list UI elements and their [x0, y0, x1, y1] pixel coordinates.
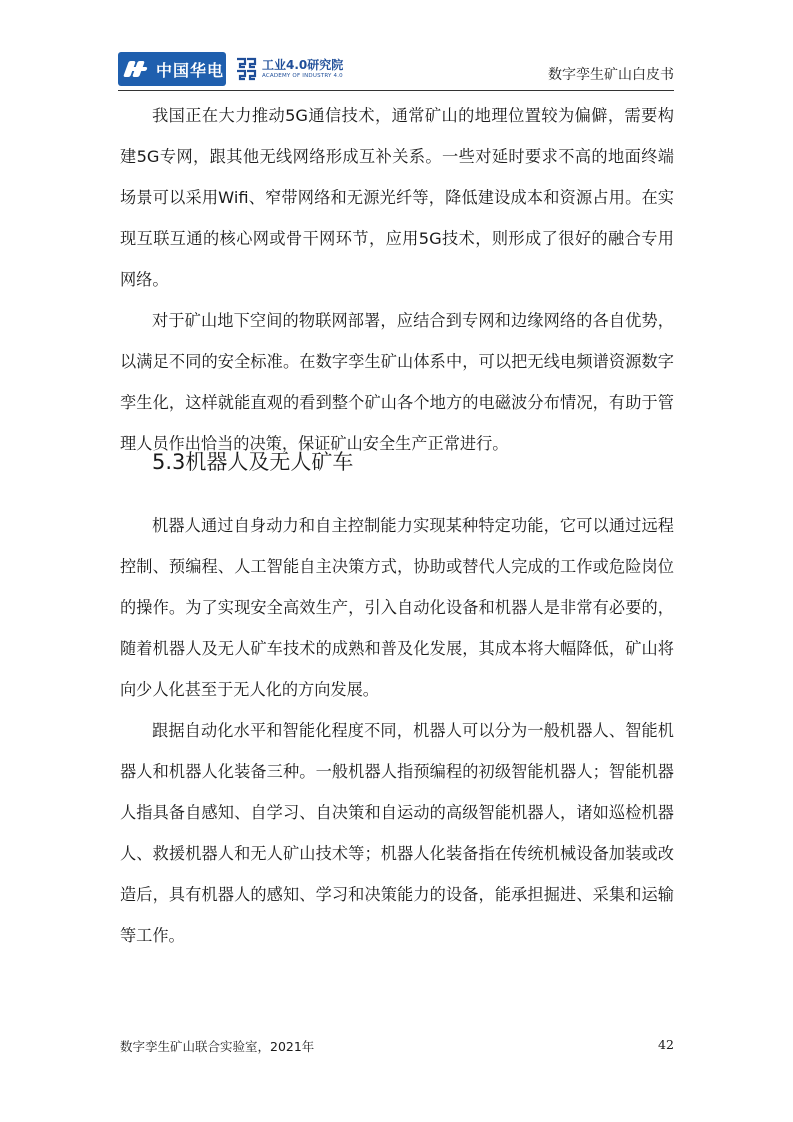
section-body-2 [120, 505, 674, 956]
header-divider [118, 90, 674, 91]
section-body-1 [120, 95, 674, 464]
academy-mark-icon [234, 56, 258, 82]
footer-organization: 数字孪生矿山联合实验室，2021年 [120, 1039, 315, 1054]
huadian-logo [118, 52, 226, 86]
paragraph: 机器人通过自身动力和自主控制能力实现某种特定功能，它可以通过远程控制、预编程、人工智能自主决策方式，协助或替代人完成的工作或危险岗位的操作。为了实现安全高效生产，引入自动化设备和机器人是非常有必要的，随着机器人及无人矿车技术的成熟和普及化发展，其成本将大幅降低，矿山将向少人化甚至于无人化的方向发展。 [120, 516, 674, 699]
huadian-logo-text: 中国华电 [156, 60, 225, 80]
academy-logo-subtext: ACADEMY OF INDUSTRY 4.0 [262, 73, 343, 79]
huadian-mark-icon [124, 58, 150, 80]
paragraph: 对于矿山地下空间的物联网部署，应结合到专网和边缘网络的各自优势，以满足不同的安全标准。在数字孪生矿山体系中，可以把无线电频谱资源数字孪生化，这样就能直观的看到整个矿山各个地方的电磁波分布情况，有助于管理人员作出恰当的决策，保证矿山安全生产正常进行。 [120, 311, 674, 453]
academy-logo [234, 54, 344, 86]
section-heading: 5.3机器人及无人矿车 [152, 450, 354, 474]
document-title: 数字孪生矿山白皮书 [548, 67, 674, 83]
page-number: 42 [658, 1037, 674, 1052]
paragraph: 跟据自动化水平和智能化程度不同，机器人可以分为一般机器人、智能机器人和机器人化装备三种。一般机器人指预编程的初级智能机器人；智能机器人指具备自感知、自学习、自决策和自运动的高级智能机器人，诸如巡检机器人、救援机器人和无人矿山技术等；机器人化装备指在传统机械设备加装或改造后，具有机器人的感知、学习和决策能力的设备，能承担掘进、采集和运输等工作。 [120, 721, 674, 945]
page-header [118, 52, 674, 90]
academy-logo-text: 工业4.0研究院 [262, 58, 344, 72]
paragraph: 我国正在大力推动5G通信技术，通常矿山的地理位置较为偏僻，需要构建5G专网，跟其他无线网络形成互补关系。一些对延时要求不高的地面终端场景可以采用Wifi、窄带网络和无源光纤等，降低建设成本和资源占用。在实现互联互通的核心网或骨干网环节，应用5G技术，则形成了很好的融合专用网络。 [120, 106, 674, 289]
